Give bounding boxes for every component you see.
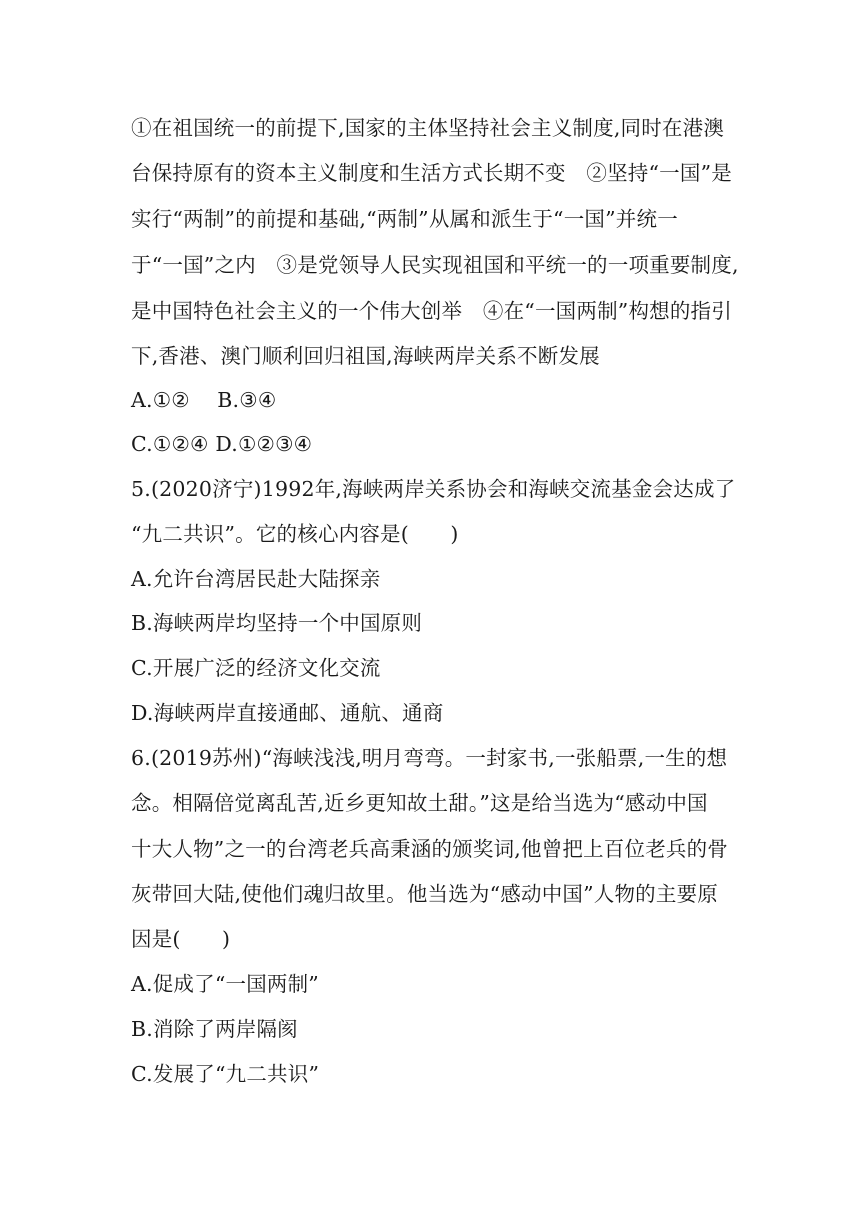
q4-option-row: A.①② B.③④ <box>131 388 277 412</box>
q4-statement-line: 台保持原有的资本主义制度和生活方式长期不变 ②坚持“一国”是 <box>131 161 732 185</box>
q6-stem-line: 灰带回大陆,使他们魂归故里。他当选为“感动中国”人物的主要原 <box>131 882 718 906</box>
q4-statement-line: 是中国特色社会主义的一个伟大创举 ④在“一国两制”构想的指引 <box>131 299 732 323</box>
q4-statement-line: 实行“两制”的前提和基础,“两制”从属和派生于“一国”并统一 <box>131 207 678 231</box>
q6-stem-line: 十大人物”之一的台湾老兵高秉涵的颁奖词,他曾把上百位老兵的骨 <box>131 837 728 861</box>
q6-option: A.促成了“一国两制” <box>131 972 319 996</box>
q5-stem-line: 5.(2020济宁)1992年,海峡两岸关系协会和海峡交流基金会达成了 <box>131 477 736 501</box>
q4-option-row: C.①②④ D.①②③④ <box>131 432 313 456</box>
q6-option: B.消除了两岸隔阂 <box>131 1017 298 1041</box>
q5-option: C.开展广泛的经济文化交流 <box>131 656 381 680</box>
q5-option: B.海峡两岸均坚持一个中国原则 <box>131 611 423 635</box>
q6-option: C.发展了“九二共识” <box>131 1062 320 1086</box>
q4-statement-line: 下,香港、澳门顺利回归祖国,海峡两岸关系不断发展 <box>131 344 600 368</box>
q4-statement-line: ①在祖国统一的前提下,国家的主体坚持社会主义制度,同时在港澳 <box>131 116 725 140</box>
q5-option: D.海峡两岸直接通邮、通航、通商 <box>131 701 444 725</box>
q6-stem-line: 6.(2019苏州)“海峡浅浅,明月弯弯。一封家书,一张船票,一生的想 <box>131 746 728 770</box>
q6-stem-line: 因是( ) <box>131 927 231 951</box>
q4-statement-line: 于“一国”之内 ③是党领导人民实现祖国和平统一的一项重要制度, <box>131 253 739 277</box>
q6-stem-line: 念。相隔倍觉离乱苦,近乡更知故土甜。”这是给当选为“感动中国 <box>131 791 708 815</box>
q5-option: A.允许台湾居民赴大陆探亲 <box>131 567 381 591</box>
q5-stem-line: “九二共识”。它的核心内容是( ) <box>131 522 459 546</box>
